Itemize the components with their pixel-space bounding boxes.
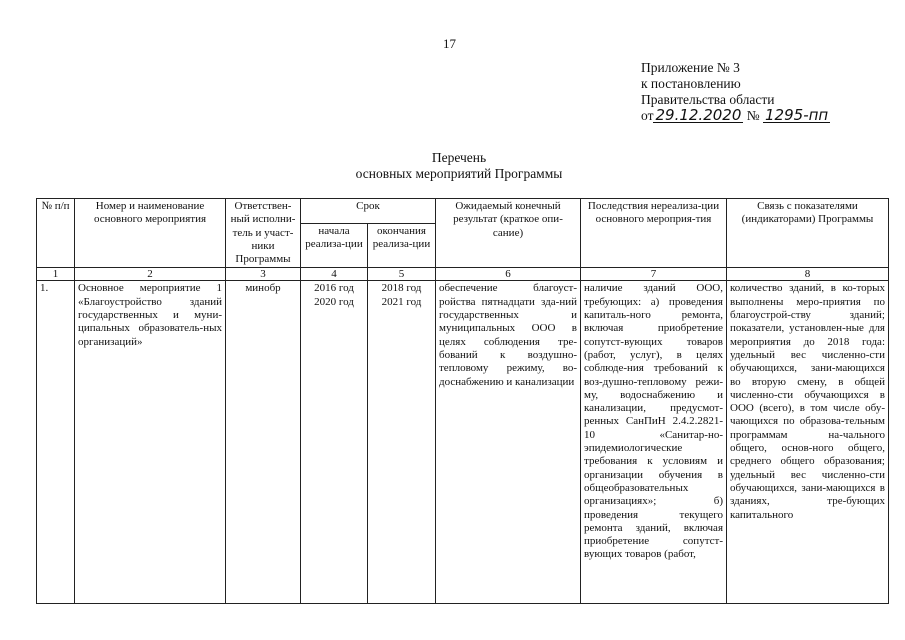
header-row — [37, 199, 889, 224]
column-number: 2 — [75, 268, 226, 281]
header-result: Ожидаемый конечный результат (краткое опи-сание) — [436, 199, 581, 268]
column-number: 3 — [226, 268, 301, 281]
column-number: 5 — [368, 268, 436, 281]
handwritten-date: 29.12.2020 — [655, 106, 742, 124]
appendix-line-3: Правительства области — [641, 92, 775, 107]
header-term-end: окончания реализа-ции — [368, 223, 436, 268]
column-number: 6 — [436, 268, 581, 281]
appendix-date-line — [641, 108, 830, 124]
header-num: № п/п — [37, 199, 75, 268]
header-term: Срок — [301, 199, 436, 224]
column-number: 7 — [581, 268, 727, 281]
column-number: 4 — [301, 268, 368, 281]
appendix-block — [641, 60, 830, 124]
row-consequences: наличие зданий ООО, требующих: а) проведения капиталь-ного ремонта, включая приобретение сопутст-вующих товаров (работ, услуг), в целях соблюде-ния требований к воз-душно-тепловому режи-му, водоснабжению и канализации, предусмот-ренных СанПиН 2.4.2.2821-10 «Санитар-но-эпидемиологические требования к условиям и организации обучения в общеобразовательных организациях»; б) проведения текущего ремонта зданий, включая приобретение сопутст-вующих товаров (работ, — [581, 281, 727, 604]
column-number: 8 — [727, 268, 889, 281]
column-number-row — [37, 268, 889, 281]
row-result: обеспечение благоуст-ройства пятнадцати зда-ний государственных и муниципальных ООО в целях соблюдения тре-бований к воздушно-тепловому режиму, во-доснабжению и канализации — [436, 281, 581, 604]
document-title — [0, 150, 905, 182]
page-number: 17 — [443, 36, 456, 51]
table-row — [37, 281, 889, 604]
title-line-2: основных мероприятий Программы — [355, 166, 563, 181]
row-indicators: количество зданий, в ко-торых выполнены меро-приятия по благоустрой-ству зданий; показатели, установлен-ные для мероприятия до 2018 года: удельный вес численно-сти обучающихся, зани-мающихся во вторую смену, в общей численно-сти обучающихся в ООО (всего), в том числе обу-чающихся по образова-тельным программам на-чального общего, основ-ного общего, среднего общего образования; удельный вес численно-сти обучающихся, зани-мающихся в зданиях, тре-бующих капитального — [727, 281, 889, 604]
row-responsible: минобр — [226, 281, 301, 604]
number-sign: № — [746, 108, 760, 123]
start-year-2: 2020 год — [314, 295, 354, 308]
start-year-1: 2016 год — [314, 282, 354, 295]
header-term-start: начала реализа-ции — [301, 223, 368, 268]
header-name: Номер и наименование основного мероприятия — [75, 199, 226, 268]
date-prefix: от — [641, 108, 654, 123]
end-year-2: 2021 год — [381, 295, 422, 308]
handwritten-number: 1295-пп — [765, 106, 829, 124]
measures-table — [36, 198, 889, 604]
appendix-line-1: Приложение № 3 — [641, 60, 740, 75]
title-line-1: Перечень — [431, 150, 487, 165]
row-term-end — [368, 281, 436, 604]
row-name: Основное мероприятие 1 «Благоустройство зданий государственных и муни-ципальных образователь-ных организаций» — [75, 281, 226, 604]
header-responsible: Ответствен-ный исполни-тель и участ-ники Программы — [226, 199, 301, 268]
row-term-start — [301, 281, 368, 604]
end-year-1: 2018 год — [381, 282, 422, 295]
appendix-line-2: к постановлению — [641, 76, 741, 91]
row-num: 1. — [37, 281, 75, 604]
header-indicators: Связь с показателями (индикаторами) Программы — [727, 199, 889, 268]
header-consequences: Последствия нереализа-ции основного мероприя-тия — [581, 199, 727, 268]
column-number: 1 — [37, 268, 75, 281]
